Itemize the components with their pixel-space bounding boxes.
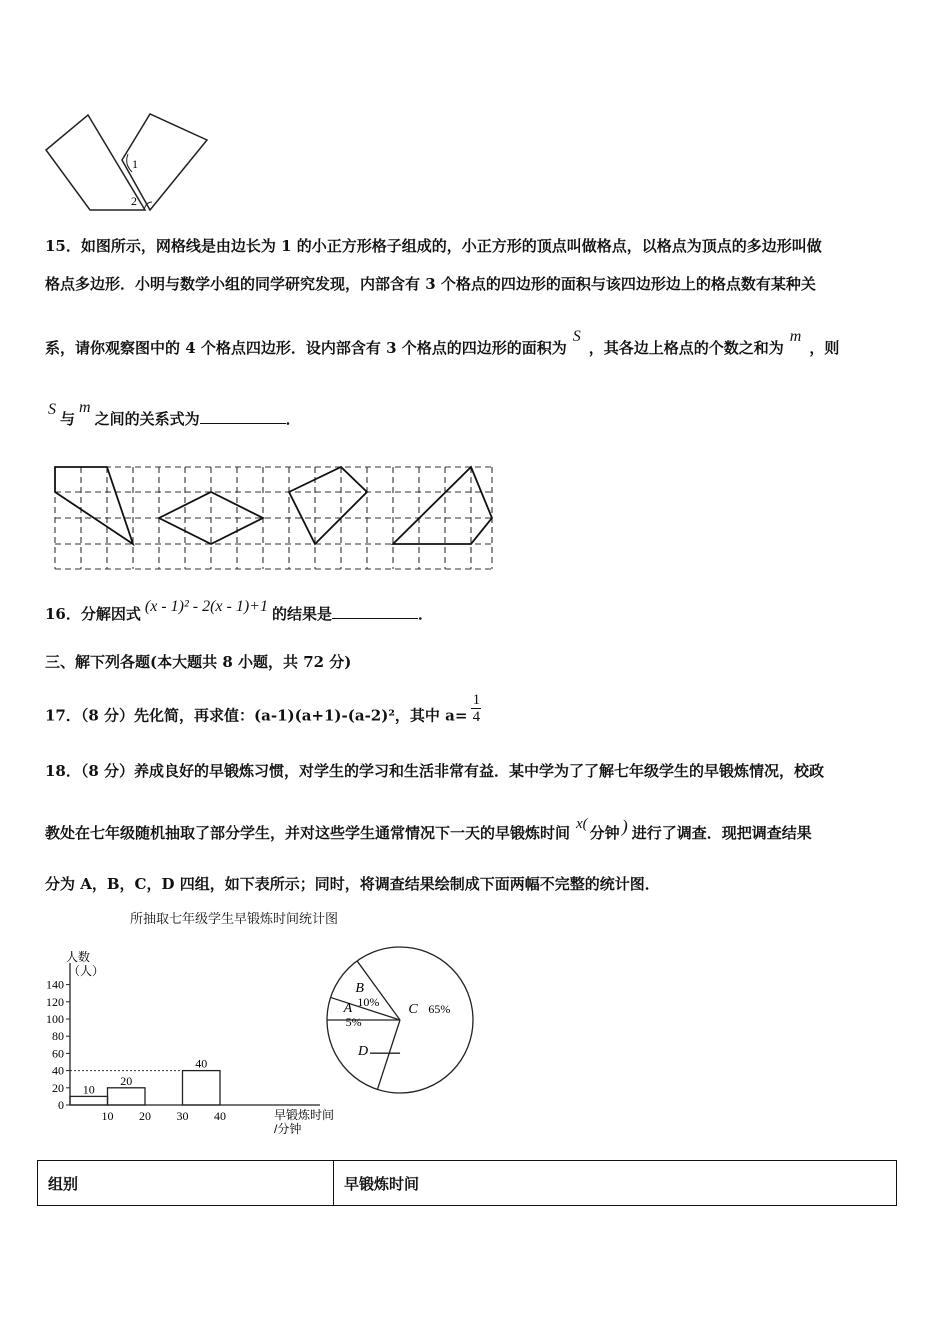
pie-chart — [320, 935, 490, 1105]
y-axis-label: 人数 — [66, 950, 91, 964]
table-header-group: 组别 — [38, 1161, 334, 1206]
x-tick-label: 30 — [176, 1109, 189, 1123]
q17 — [45, 692, 481, 733]
y-tick-label: 140 — [46, 977, 64, 992]
slice-label-A: A — [343, 1001, 353, 1017]
frac-num: 1 — [472, 692, 481, 708]
y-tick-label: 60 — [52, 1046, 64, 1061]
slice-percent-A: 5% — [345, 1015, 362, 1030]
group-table — [37, 1160, 897, 1206]
x-tick-label: 40 — [214, 1109, 226, 1123]
var-m-2: m — [79, 399, 91, 416]
q15-line2: 格点多边形．小明与数学小组的同学研究发现，内部含有 3 个格点的四边形的面积与该四边形边上的格点数有某种关 — [45, 275, 816, 293]
angle-2-label: 2 — [131, 194, 137, 208]
y-axis-label-unit: （人） — [68, 964, 105, 978]
var-m: m — [789, 328, 802, 345]
slice-boundary-D — [377, 1020, 400, 1089]
x-tick-label: 10 — [101, 1109, 114, 1123]
q15-line3c: ，则 — [809, 339, 840, 357]
x-tick-label: 20 — [139, 1109, 151, 1123]
bar-0-10 — [70, 1096, 108, 1105]
unit-minutes: 分钟 — [589, 824, 620, 842]
q17-text: 17．（8 分）先化简，再求值：(a-1)(a+1)-(a-2)²，其中 a= — [45, 706, 468, 725]
with-text: 与 — [60, 410, 76, 428]
q16 — [45, 598, 433, 624]
q18-line2a: 教处在七年级随机抽取了部分学生，并对这些学生通常情况下一天的早锻炼时间 — [45, 824, 571, 842]
y-tick-label: 40 — [52, 1063, 64, 1078]
var-s: S — [572, 328, 581, 345]
section-heading: 三、解下列各题(本大题共 8 小题，共 72 分) — [45, 653, 352, 671]
y-tick-label: 0 — [58, 1098, 64, 1112]
var-x: x( — [576, 816, 588, 832]
slice-label-B: B — [355, 981, 364, 997]
table-header-time: 早锻炼时间 — [334, 1161, 897, 1206]
bar-10-20 — [108, 1088, 146, 1105]
slice-percent-C: 65% — [428, 1001, 451, 1016]
q18-line3: 分为 A，B，C，D 四组，如下表所示；同时，将调查结果绘制成下面两幅不完整的统计图． — [45, 875, 660, 893]
quad-4 — [393, 467, 492, 544]
bar-value-label: 40 — [195, 1056, 208, 1071]
q15-line3a: 系，请你观察图中的 4 个格点四边形．设内部含有 3 个格点的四边形的面积为 — [45, 339, 567, 357]
answer-blank-16[interactable] — [332, 604, 418, 619]
quad-1 — [55, 467, 133, 544]
x-axis-label: 早锻炼时间 — [274, 1108, 335, 1122]
close-paren: ) — [621, 816, 628, 836]
frac-den: 4 — [472, 709, 481, 725]
q15-line3 — [45, 328, 840, 358]
q16-expression: (x - 1)² - 2(x - 1)+1 — [144, 598, 268, 615]
table-header-row — [38, 1161, 897, 1206]
slice-percent-B: 10% — [357, 995, 380, 1010]
q15-line1: 15．如图所示，网格线是由边长为 1 的小正方形格子组成的，小正方形的顶点叫做格点，以格点为顶点的多边形叫做 — [45, 237, 822, 255]
q18-line2b: 进行了调查．现把调查结果 — [631, 824, 812, 842]
q16-end: ． — [417, 605, 433, 623]
bar-30-40 — [183, 1071, 221, 1105]
q15-end: ． — [285, 410, 301, 428]
q15-line3b: ，其各边上格点的个数之和为 — [588, 339, 784, 357]
q18-line2 — [45, 816, 812, 843]
q18-line1: 18．（8 分）养成良好的早锻炼习惯，对学生的学习和生活非常有益．某中学为了了解七年级学生的早锻炼情况，校政 — [45, 762, 825, 780]
x-axis-label-unit: /分钟 — [274, 1122, 302, 1136]
y-tick-label: 20 — [52, 1080, 64, 1095]
y-tick-label: 120 — [46, 994, 64, 1009]
quad-3 — [289, 467, 367, 544]
var-s-2: S — [48, 401, 56, 418]
slice-label-D: D — [358, 1044, 369, 1060]
slice-label-C: C — [408, 1001, 418, 1017]
relation-text: 之间的关系式为 — [94, 410, 200, 428]
grid-figure — [52, 464, 494, 574]
angle-figure — [40, 110, 215, 215]
answer-blank-15[interactable] — [200, 409, 286, 424]
bar-value-label: 20 — [120, 1073, 133, 1088]
angle-1-label: 1 — [132, 157, 138, 171]
chart-title: 所抽取七年级学生早锻炼时间统计图 — [130, 911, 339, 926]
bar-chart — [30, 945, 350, 1145]
y-tick-label: 80 — [52, 1029, 64, 1044]
q15-line4 — [48, 399, 301, 429]
bar-value-label: 10 — [82, 1082, 95, 1097]
y-tick-label: 100 — [46, 1012, 64, 1026]
dashed-grid — [55, 467, 492, 569]
q16-suffix: 的结果是 — [271, 605, 332, 623]
fraction-one-quarter — [471, 692, 481, 725]
q16-prefix: 16．分解因式 — [45, 605, 141, 623]
